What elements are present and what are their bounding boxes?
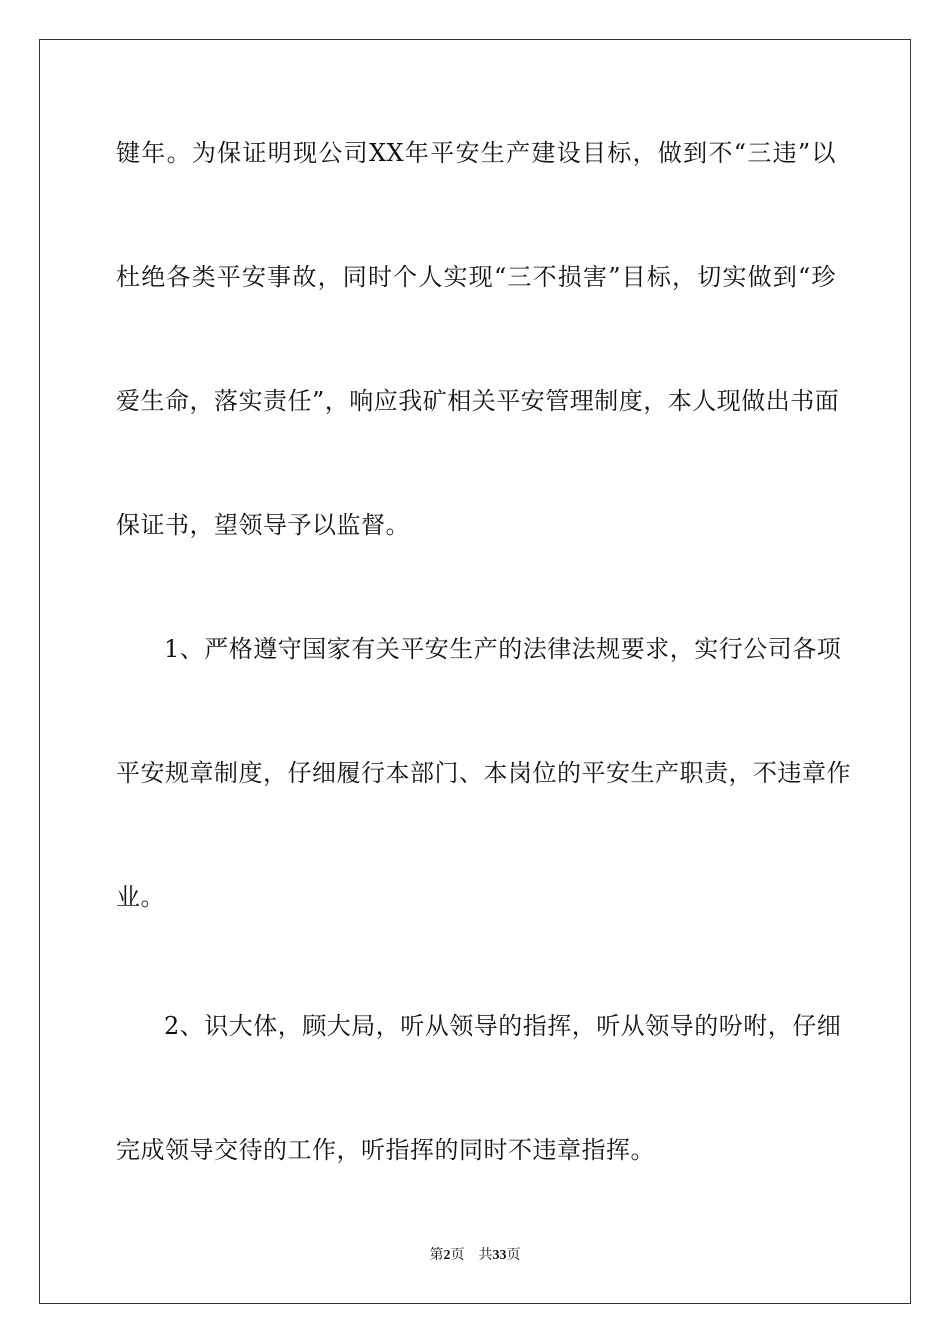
total-suffix: 页	[506, 1247, 521, 1263]
page-number: 2	[443, 1248, 451, 1263]
text-line: 爱生命，落实责任”，响应我矿相关平安管理制度，本人现做出书面	[116, 387, 840, 415]
text-line: 业。	[116, 883, 165, 911]
text-line: 1、严格遵守国家有关平安生产的法律法规要求，实行公司各项	[164, 635, 842, 663]
text-line: 键年。为保证明现公司XX年平安生产建设目标，做到不“三违”以	[116, 139, 836, 167]
page-footer	[0, 1246, 950, 1265]
text-line: 平安规章制度，仔细履行本部门、本岗位的平安生产职责，不违章作	[116, 759, 851, 787]
total-pages: 33	[492, 1248, 507, 1263]
page-border	[39, 39, 911, 1304]
page-suffix: 页	[450, 1247, 465, 1263]
total-prefix: 共	[478, 1247, 493, 1263]
page-prefix: 第	[429, 1247, 444, 1263]
text-line: 2、识大体，顾大局，听从领导的指挥，听从领导的吩咐，仔细	[164, 1012, 842, 1040]
text-line: 完成领导交待的工作，听指挥的同时不违章指挥。	[116, 1136, 655, 1164]
text-line: 杜绝各类平安事故，同时个人实现“三不损害”目标，切实做到“珍	[116, 263, 836, 291]
text-line: 保证书，望领导予以监督。	[116, 511, 410, 539]
